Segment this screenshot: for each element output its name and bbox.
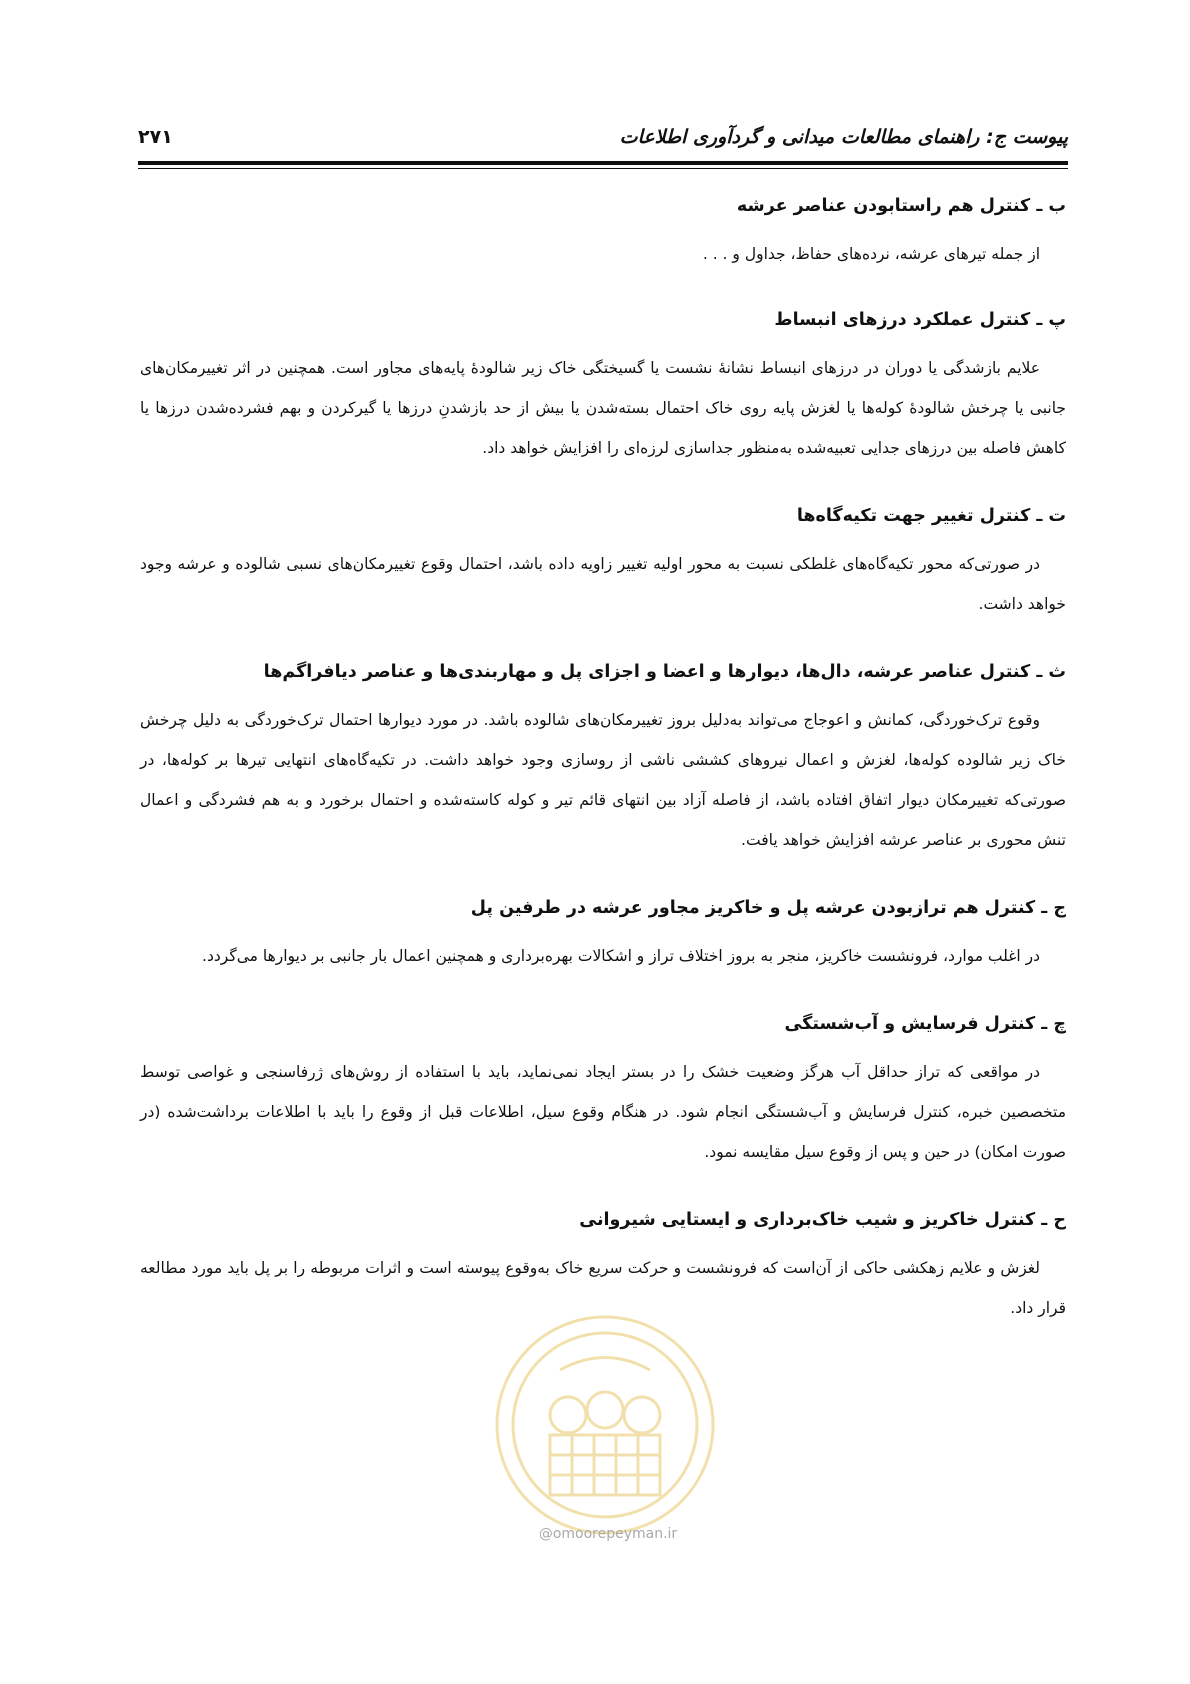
section-b bbox=[140, 184, 1066, 274]
header-rule-thin bbox=[138, 168, 1068, 169]
page-header bbox=[138, 118, 1068, 154]
watermark-text: @omoorepeyman.ir bbox=[538, 1526, 678, 1542]
running-header-title: پیوست ج: راهنمای مطالعات میدانی و گردآوری اطلاعات bbox=[619, 126, 1068, 148]
section-body: علایم بازشدگی یا دوران در درزهای انبساط نشانهٔ نشست یا گسیختگی خاک زیر شالودهٔ پایه‌های مجاور است. همچنین در اثر تغییرمکان‌های جانبی یا چرخش شالودهٔ کوله‌ها یا لغزش پایه روی خاک احتمال بسته‌شدن یا بیش از حد بازشدنِ درزها یا گیرکردن و بهم فشرده‌شدن درزها یا کاهش فاصله بین درزهای جدایی تعبیه‌شده به‌منظور جداسازی لرزه‌ای را افزایش خواهد داد. bbox=[140, 359, 1066, 457]
section-heading: چ ـ کنترل فرسایش و آب‌شستگی bbox=[784, 1014, 1066, 1034]
section-heading: ت ـ کنترل تغییر جهت تکیه‌گاه‌ها bbox=[796, 506, 1066, 526]
section-h bbox=[140, 1198, 1066, 1328]
section-body: در صورتی‌که محور تکیه‌گاه‌های غلطکی نسبت به محور اولیه تغییر زاویه داده باشد، احتمال وقوع تغییرمکان‌های نسبی شالوده و عرشه وجود خواهد داشت. bbox=[140, 555, 1066, 613]
section-heading: ب ـ کنترل هم راستابودن عناصر عرشه bbox=[736, 196, 1066, 216]
section-heading: ث ـ کنترل عناصر عرشه، دال‌ها، دیوارها و اعضا و اجزای پل و مهاربندی‌ها و عناصر دیافراگم‌ها bbox=[263, 662, 1066, 682]
section-t bbox=[140, 494, 1066, 624]
section-j bbox=[140, 886, 1066, 976]
section-body: از جمله تیرهای عرشه، نردەهای حفاظ، جداول و . . . bbox=[702, 245, 1040, 263]
header-rule-thick bbox=[138, 161, 1068, 165]
section-body: در مواقعی که تراز حداقل آب هرگز وضعیت خشک را در بستر ایجاد نمی‌نماید، باید با استفاده از روش‌های ژرفاسنجی و غواصی توسط متخصصین خبره، کنترل فرسایش و آب‌شستگی انجام شود. در هنگام وقوع سیل، اطلاعات قبل از وقوع را باید با اطلاعات برداشت‌شده (در صورت امکان) در حین و پس از وقوع سیل مقایسه نمود. bbox=[140, 1063, 1066, 1161]
section-ch bbox=[140, 1002, 1066, 1172]
section-p bbox=[140, 298, 1066, 468]
section-th bbox=[140, 650, 1066, 860]
section-body: در اغلب موارد، فرونشست خاکریز، منجر به بروز اختلاف تراز و اشکالات بهره‌برداری و همچنین اعمال بار جانبی بر دیوارها می‌گردد. bbox=[202, 947, 1040, 965]
page-number: ۲۷۱ bbox=[138, 126, 173, 148]
section-heading: ح ـ کنترل خاکریز و شیب خاک‌برداری و ایستایی شیروانی bbox=[579, 1210, 1066, 1230]
page-content bbox=[140, 184, 1066, 1354]
section-body: لغزش و علایم زهکشی حاکی از آن‌است که فرونشست و حرکت سریع خاک به‌وقوع پیوسته است و اثرات مربوطه را بر پل باید مورد مطالعه قرار داد. bbox=[140, 1259, 1066, 1317]
section-heading: پ ـ کنترل عملکرد درزهای انبساط bbox=[774, 310, 1066, 330]
seal-logo-icon bbox=[490, 1310, 720, 1540]
section-body: وقوع ترک‌خوردگی، کمانش و اعوجاج می‌تواند به‌دلیل بروز تغییرمکان‌های شالوده باشد. در مورد دیوارها احتمال ترک‌خوردگی به دلیل چرخش خاک زیر شالوده کوله‌ها، لغزش و اعمال نیروهای کششی ناشی از روسازی وجود خواهد داشت. در تکیه‌گاه‌های انتهایی تیرها بر کوله‌ها، در صورتی‌که تغییرمکان دیوار اتفاق افتاده باشد، از فاصله آزاد بین انتهای قائم تیر و کوله کاسته‌شده و احتمال برخورد و به هم فشردگی و اعمال تنش محوری بر عناصر عرشه افزایش خواهد یافت. bbox=[140, 711, 1066, 849]
section-heading: ج ـ کنترل هم ترازبودن عرشه پل و خاکریز مجاور عرشه در طرفین پل bbox=[470, 898, 1066, 918]
